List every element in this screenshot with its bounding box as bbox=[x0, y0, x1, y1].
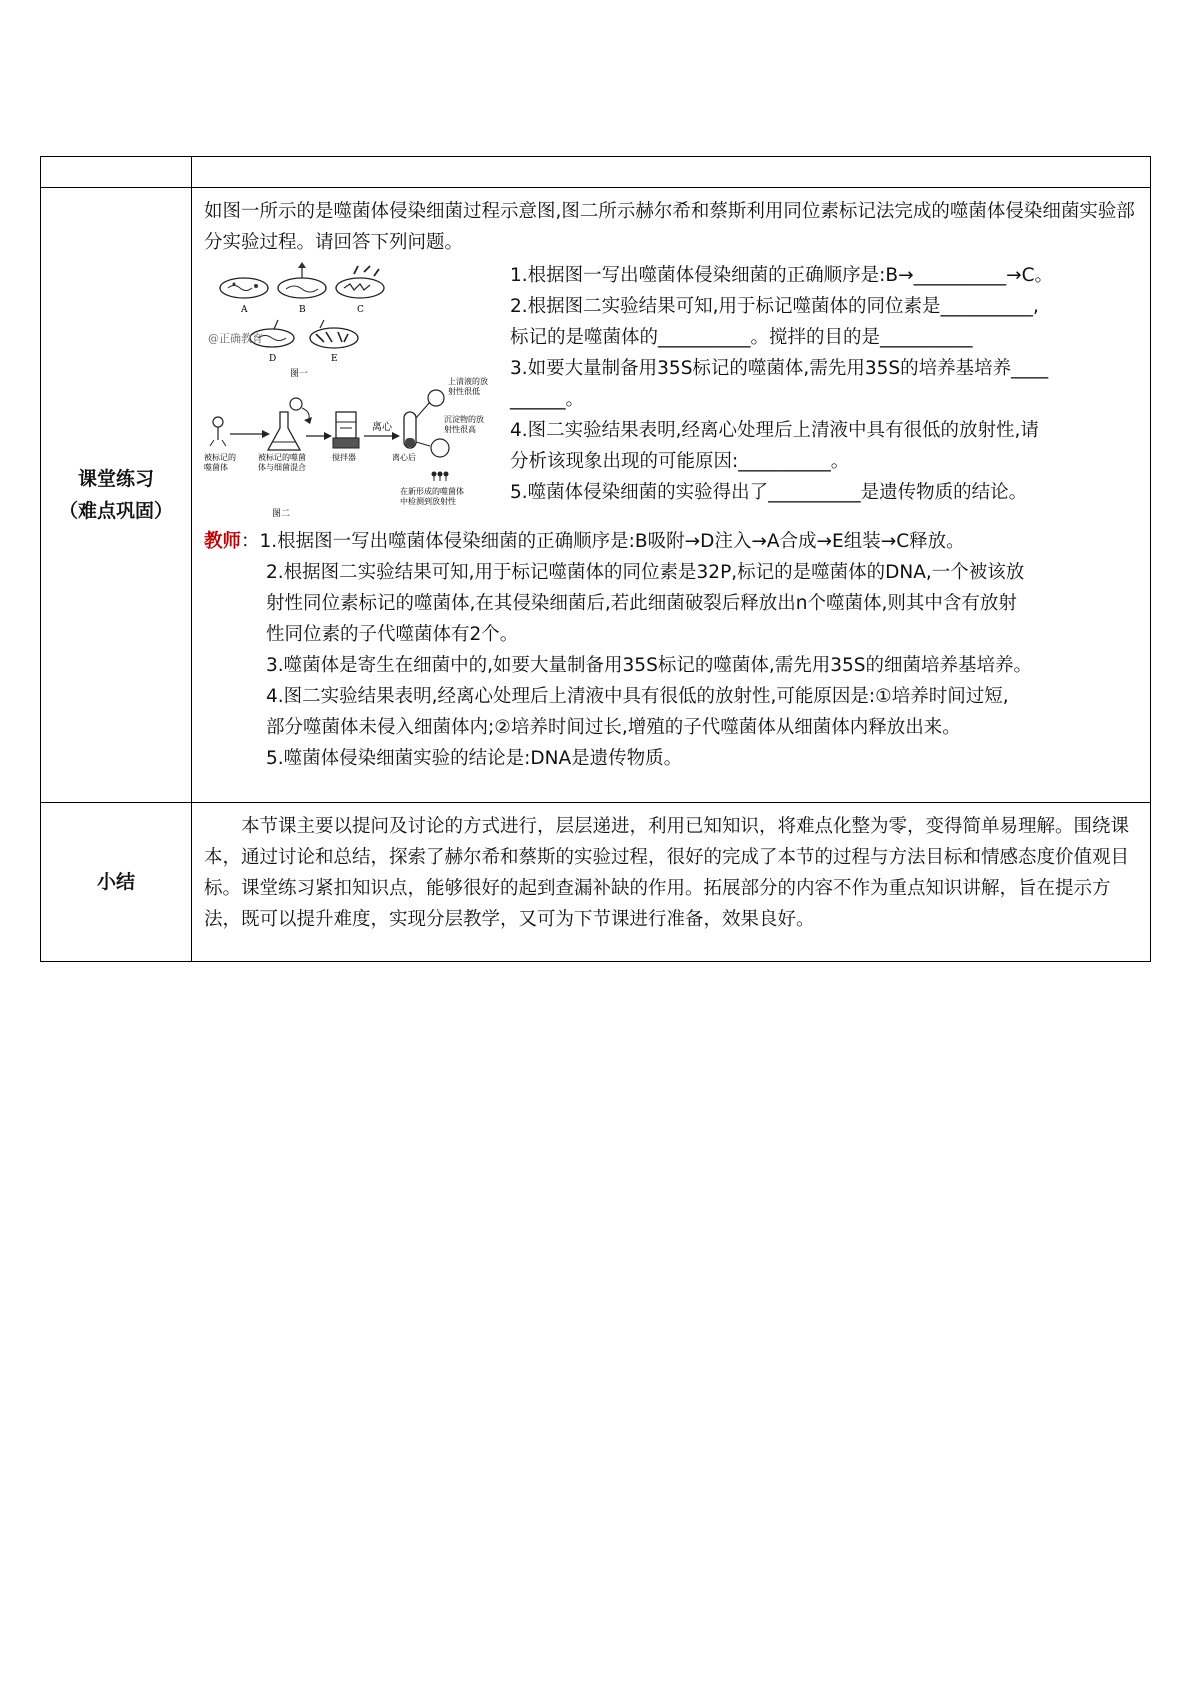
answer-text: 1.根据图一写出噬菌体侵染细菌的正确顺序是:B吸附→D注入→A合成→E组装→C释放。 bbox=[259, 531, 965, 552]
summary-label: 小结 bbox=[96, 871, 135, 893]
fig2-labeled-phage-1: 被标记的 bbox=[204, 453, 236, 462]
fig1-label-d: D bbox=[269, 354, 277, 364]
question-line: 5.噬菌体侵染细菌的实验得出了__________是遗传物质的结论。 bbox=[510, 482, 1028, 503]
fig2-after-label: 离心后 bbox=[392, 453, 416, 462]
fig2-title: 图二 bbox=[272, 509, 291, 519]
fig2-stirrer-icon bbox=[333, 412, 359, 448]
header-left-cell bbox=[41, 157, 192, 188]
phage-experiment-figure bbox=[204, 262, 488, 520]
teacher-label: 教师 bbox=[204, 531, 242, 552]
summary-row bbox=[41, 803, 1151, 962]
fig2-pointer-sediment bbox=[416, 442, 430, 446]
fig1-cell-b bbox=[278, 262, 326, 298]
answer-line: 3.噬菌体是寄生在细菌中的,如要大量制备用35S标记的噬菌体,需先用35S的细菌培养基培养。 bbox=[266, 655, 1032, 676]
fig2-super-label-2: 射性很低 bbox=[448, 387, 480, 396]
fig1-cell-a bbox=[220, 278, 268, 298]
answer-line: 5.噬菌体侵染细菌实验的结论是:DNA是遗传物质。 bbox=[266, 748, 683, 769]
fig2-new-label-1: 在新形成的噬菌体 bbox=[400, 487, 464, 496]
fig2-arrowhead-3 bbox=[392, 432, 400, 440]
question-zone bbox=[204, 260, 1140, 522]
watermark-text: @正确教育 bbox=[208, 332, 263, 345]
fig1-cell-c bbox=[336, 266, 384, 298]
fig2-super-label-1: 上清液的放 bbox=[448, 377, 488, 386]
answer-line: 2.根据图二实验结果可知,用于标记噬菌体的同位素是32P,标记的是噬菌体的DNA,一个被该放 bbox=[266, 562, 1025, 583]
question-line: 4.图二实验结果表明,经离心处理后上清液中具有很低的放射性,请 bbox=[510, 420, 1039, 441]
fig2-new-label-2: 中检测到放射性 bbox=[400, 497, 456, 506]
answer-line: 4.图二实验结果表明,经离心处理后上清液中具有很低的放射性,可能原因是:①培养时间过短, bbox=[266, 686, 1009, 707]
summary-content-cell bbox=[192, 803, 1151, 962]
header-row bbox=[41, 157, 1151, 188]
question-list bbox=[510, 260, 1110, 508]
question-line: 2.根据图二实验结果可知,用于标记噬菌体的同位素是__________, bbox=[510, 296, 1039, 317]
fig2-mix-label-2: 体与细菌混合 bbox=[258, 463, 306, 472]
practice-label-line1: 课堂练习 bbox=[77, 468, 154, 490]
practice-intro: 如图一所示的是噬菌体侵染细菌过程示意图,图二所示赫尔希和蔡斯利用同位素标记法完成的噬菌体侵染细菌实验部分实验过程。请回答下列问题。 bbox=[204, 201, 1135, 253]
fig2-sediment-circle bbox=[431, 439, 449, 457]
practice-label-line2: （难点巩固） bbox=[58, 500, 173, 522]
practice-row bbox=[41, 188, 1151, 803]
fig2-super-circle bbox=[428, 390, 444, 406]
teacher-separator: ： bbox=[241, 531, 260, 552]
fig1-label-a: A bbox=[241, 305, 248, 315]
question-line: 3.如要大量制备用35S标记的噬菌体,需先用35S的培养基培养____ bbox=[510, 358, 1049, 379]
fig1-cell-e bbox=[310, 320, 358, 348]
practice-label-cell bbox=[41, 188, 192, 803]
question-line: 标记的是噬菌体的__________。搅拌的目的是__________ bbox=[510, 327, 973, 348]
fig1-title: 图一 bbox=[290, 369, 309, 379]
fig2-sediment-label-1: 沉淀物的放 bbox=[444, 415, 484, 424]
answer-line: 性同位素的子代噬菌体有2个。 bbox=[266, 624, 519, 645]
fig2-labeled-phage-2: 噬菌体 bbox=[204, 463, 228, 472]
fig1-label-e: E bbox=[331, 354, 338, 364]
fig2-flask-icon bbox=[268, 398, 312, 450]
fig2-stirrer-label: 搅拌器 bbox=[332, 453, 356, 462]
fig2-arrowhead-1 bbox=[262, 430, 270, 438]
fig1-label-c: C bbox=[357, 305, 364, 315]
answer-line: 部分噬菌体未侵入细菌体内;②培养时间过长,增殖的子代噬菌体从细菌体内释放出来。 bbox=[266, 717, 961, 738]
answer-line bbox=[204, 526, 1140, 557]
lesson-table bbox=[40, 156, 1151, 962]
fig2-phage-icon bbox=[210, 417, 226, 446]
fig2-centrifuge-label: 离心 bbox=[372, 422, 392, 433]
summary-label-cell bbox=[41, 803, 192, 962]
header-right-cell bbox=[192, 157, 1151, 188]
fig2-pointer-super bbox=[416, 402, 430, 418]
fig2-sediment-label-2: 射性很高 bbox=[444, 425, 476, 434]
spacer bbox=[204, 935, 1140, 951]
fig2-new-phages-icon bbox=[432, 472, 449, 482]
question-line: 分析该现象出现的可能原因:__________。 bbox=[510, 451, 850, 472]
question-line: 1.根据图一写出噬菌体侵染细菌的正确顺序是:B→__________→C。 bbox=[510, 265, 1053, 286]
practice-content-cell bbox=[192, 188, 1151, 803]
answer-line: 射性同位素标记的噬菌体,在其侵染细菌后,若此细菌破裂后释放出n个噬菌体,则其中含有放射 bbox=[266, 593, 1017, 614]
teacher-answers bbox=[204, 526, 1140, 774]
summary-text: 本节课主要以提问及讨论的方式进行，层层递进，利用已知知识，将难点化整为零，变得简单易理解。围绕课本，通过讨论和总结，探索了赫尔希和蔡斯的实验过程，很好的完成了本节的过程与方法目标和情感态度价值观目标。课堂练习紧扣知识点，能够很好的起到查漏补缺的作用。拓展部分的内容不作为重点知识讲解，旨在提示方法，既可以提升难度，实现分层教学，又可为下节课进行准备，效果良好。 bbox=[204, 816, 1130, 930]
spacer bbox=[204, 774, 1140, 792]
fig2-arrowhead-2 bbox=[324, 432, 332, 440]
fig2-mix-label-1: 被标记的噬菌 bbox=[258, 453, 306, 462]
fig2-tube-icon bbox=[404, 412, 416, 448]
fig1-label-b: B bbox=[299, 305, 306, 315]
question-line: ______。 bbox=[510, 389, 585, 410]
